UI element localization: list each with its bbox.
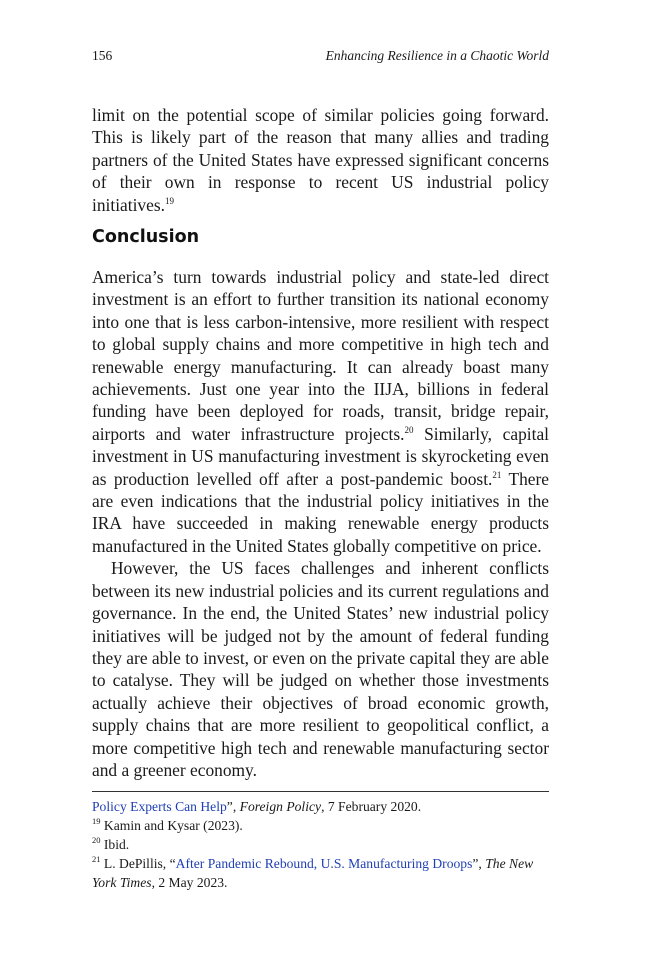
footnote-ref-20[interactable]: 20: [404, 424, 414, 435]
page-header: [92, 48, 549, 68]
footnote-number: 20: [92, 835, 101, 845]
footnote-number: 21: [92, 854, 101, 864]
continuation-paragraph: [92, 104, 549, 216]
journal-title: The New York Times: [92, 856, 534, 890]
page-number: 156: [92, 48, 113, 63]
paragraph-1-text-b: Similarly, capital investment in US manufacturing investment is skyrocketing even as production levelled off after a post-pandemic boost.: [92, 423, 549, 489]
footnote-link-policy-experts[interactable]: Policy Experts Can Help: [92, 799, 227, 814]
footnotes: [92, 797, 549, 892]
running-title: Enhancing Resilience in a Chaotic World: [325, 48, 549, 63]
journal-title: Foreign Policy: [239, 799, 322, 814]
paragraph-1-text-c: There are even indications that the industrial policy initiatives in the IRA have succeeded in making renewable energy products manufactured in the United States globally competitive on price.: [92, 468, 549, 556]
footnote-text: ”,: [226, 799, 240, 814]
footnote-divider: [92, 791, 549, 792]
conclusion-body: [92, 266, 549, 781]
footnote-continuation: [92, 797, 549, 816]
footnote-text: , 7 February 2020.: [321, 799, 422, 814]
section-heading: Conclusion: [92, 227, 200, 247]
footnote-link-manufacturing-droops[interactable]: After Pandemic Rebound, U.S. Manufacturing Droops: [175, 856, 473, 871]
conclusion-paragraph-1: [92, 266, 549, 557]
footnote-19: [92, 816, 549, 835]
footnote-text: Kamin and Kysar (2023).: [100, 818, 243, 833]
footnote-text: L. DePillis, “: [100, 856, 176, 871]
footnote-21: [92, 854, 549, 892]
footnote-ref-21[interactable]: 21: [492, 469, 502, 480]
footnote-number: 19: [92, 816, 101, 826]
conclusion-paragraph-2: However, the US faces challenges and inherent conflicts between its new industrial policies and its current regulations and governance. In the end, the United States’ new industrial policy initiatives will be judged not by the amount of federal funding they are able to invest, or even on the private capital they are able to catalyse. They will be judged on whether those investments actually achieve their objectives of broad economic growth, supply chains that are more resilient to geopolitical conflict, a more competitive high tech and renewable manufacturing sector and a greener economy.: [92, 558, 549, 780]
footnote-20: [92, 835, 549, 854]
footnote-text: Ibid.: [100, 837, 130, 852]
footnote-text: ”,: [472, 856, 486, 871]
paragraph-1-text-a: America’s turn towards industrial policy and state-led direct investment is an effort to further transition its national economy into one that is less carbon-intensive, more resilient with respect to global supply chains and more competitive in high tech and renewable energy manufacturing. It can already boast many achievements. Just one year into the IIJA, billions in federal funding have been deployed for roads, transit, bridge repair, airports and water infrastructure projects.: [92, 267, 549, 444]
footnote-ref-19[interactable]: 19: [164, 195, 174, 206]
footnote-text: , 2 May 2023.: [151, 875, 228, 890]
continuation-text: limit on the potential scope of similar policies going forward. This is likely part of the reason that many allies and trading partners of the United States have expressed significant concerns of their own in response to recent US industrial policy initiatives.: [92, 105, 549, 215]
